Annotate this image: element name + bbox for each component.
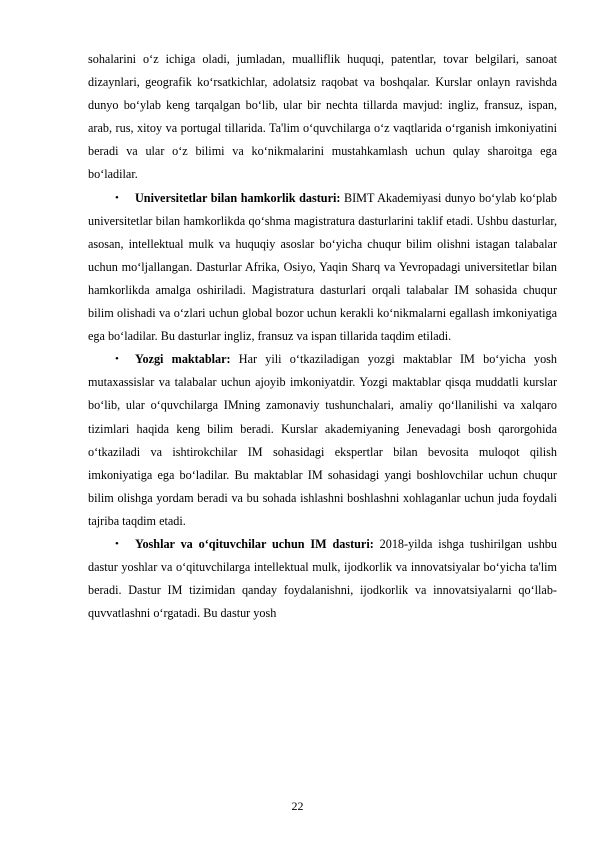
bullet-text: Har yili o‘tkaziladigan yozgi maktablar IM bo‘yicha yosh mutaxassislar va talabalar uchun ajoyib imkoniyatdir. Yozgi maktablar qisqa muddatli kurslar bo‘lib, ular o‘quvchilarga IMning zamonaviy tushunchalari, amaliy qo‘llanilishi va xalqaro tizimlari haqida keng bilim beradi. Kurslar akademiyaning Jenevadagi bosh qarorgohida o‘tkaziladi va ishtirokchilar IM sohasidagi ekspertlar bilan bevosita muloqot qilish imkoniyatiga ega bo‘ladilar. Bu maktablar IM sohasidagi yangi boshlovchilar uchun chuqur bilim olishga yordam beradi va bu sohada ishlashni boshlashni xohlaganlar uchun juda foydali tajriba taqdim etadi. xyxy=(88,352,558,528)
bullet-heading: Universitetlar bilan hamkorlik dasturi: xyxy=(135,190,341,205)
page-number: 22 xyxy=(291,799,304,813)
intro-paragraph: sohalarini o‘z ichiga oladi, jumladan, mualliflik huquqi, patentlar, tovar belgilari, sanoat dizaynlari, geografik ko‘rsatkichlar, adolatsiz raqobat va boshqalar. Kurslar onlayn ravishda dunyo bo‘ylab keng tarqalgan bo‘lib, ular bir nechta tillarda mavjud: ingliz, fransuz, ispan, arab, rus, xitoy va portugal tillarida. Ta'lim o‘quvchilarga o‘z vaqtlarida o‘rganish imkoniyatini beradi va ular o‘z bilimi va ko‘nikmalarini mustahkamlash uchun qulay sharoitga ega bo‘ladilar. xyxy=(88,52,557,182)
bullet-text: BIMT Akademiyasi dunyo bo‘ylab ko‘plab universitetlar bilan hamkorlikda qo‘shma magistratura dasturlarini taklif etadi. Ushbu dasturlar, asosan, intellektual mulk va huquqiy asoslar bo‘yicha chuqur bilim olishni istagan talabalar uchun mo‘ljallangan. Dasturlar Afrika, Osiyo, Yaqin Sharq va Yevropadagi universitetlar bilan hamkorlikda amalga oshiriladi. Magistratura dasturlari orqali talabalar IM sohasida chuqur bilim olishadi va o‘zlari uchun global bozor uchun kerakli ko‘nikmalarni egallash imkoniyatiga ega bo‘ladilar. Bu dasturlar ingliz, fransuz va ispan tillarida taqdim etiladi. xyxy=(88,190,557,344)
bullet-item-youth-teachers-program xyxy=(88,533,557,625)
bullet-heading: Yoshlar va o‘qituvchilar uchun IM dasturi: xyxy=(135,536,374,551)
bullet-icon: • xyxy=(115,191,119,204)
document-body xyxy=(88,48,557,625)
bullet-item-summer-schools xyxy=(88,348,557,533)
bullet-item-university-partnership xyxy=(88,187,557,349)
bullet-icon: • xyxy=(115,353,119,366)
bullet-heading: Yozgi maktablar: xyxy=(135,352,231,367)
bullet-icon: • xyxy=(115,537,119,550)
bullet-text: 2018-yilda ishga tushirilgan ushbu dastur yoshlar va o‘qituvchilarga intellektual mulk, ijodkorlik va innovatsiyalar bo‘yicha ta'lim beradi. Dastur IM tizimidan qanday foydalanishni, ijodkorlik va innovatsiyalarni qo‘llab-quvvatlashni o‘rgatadi. Bu dastur yosh xyxy=(88,536,557,621)
